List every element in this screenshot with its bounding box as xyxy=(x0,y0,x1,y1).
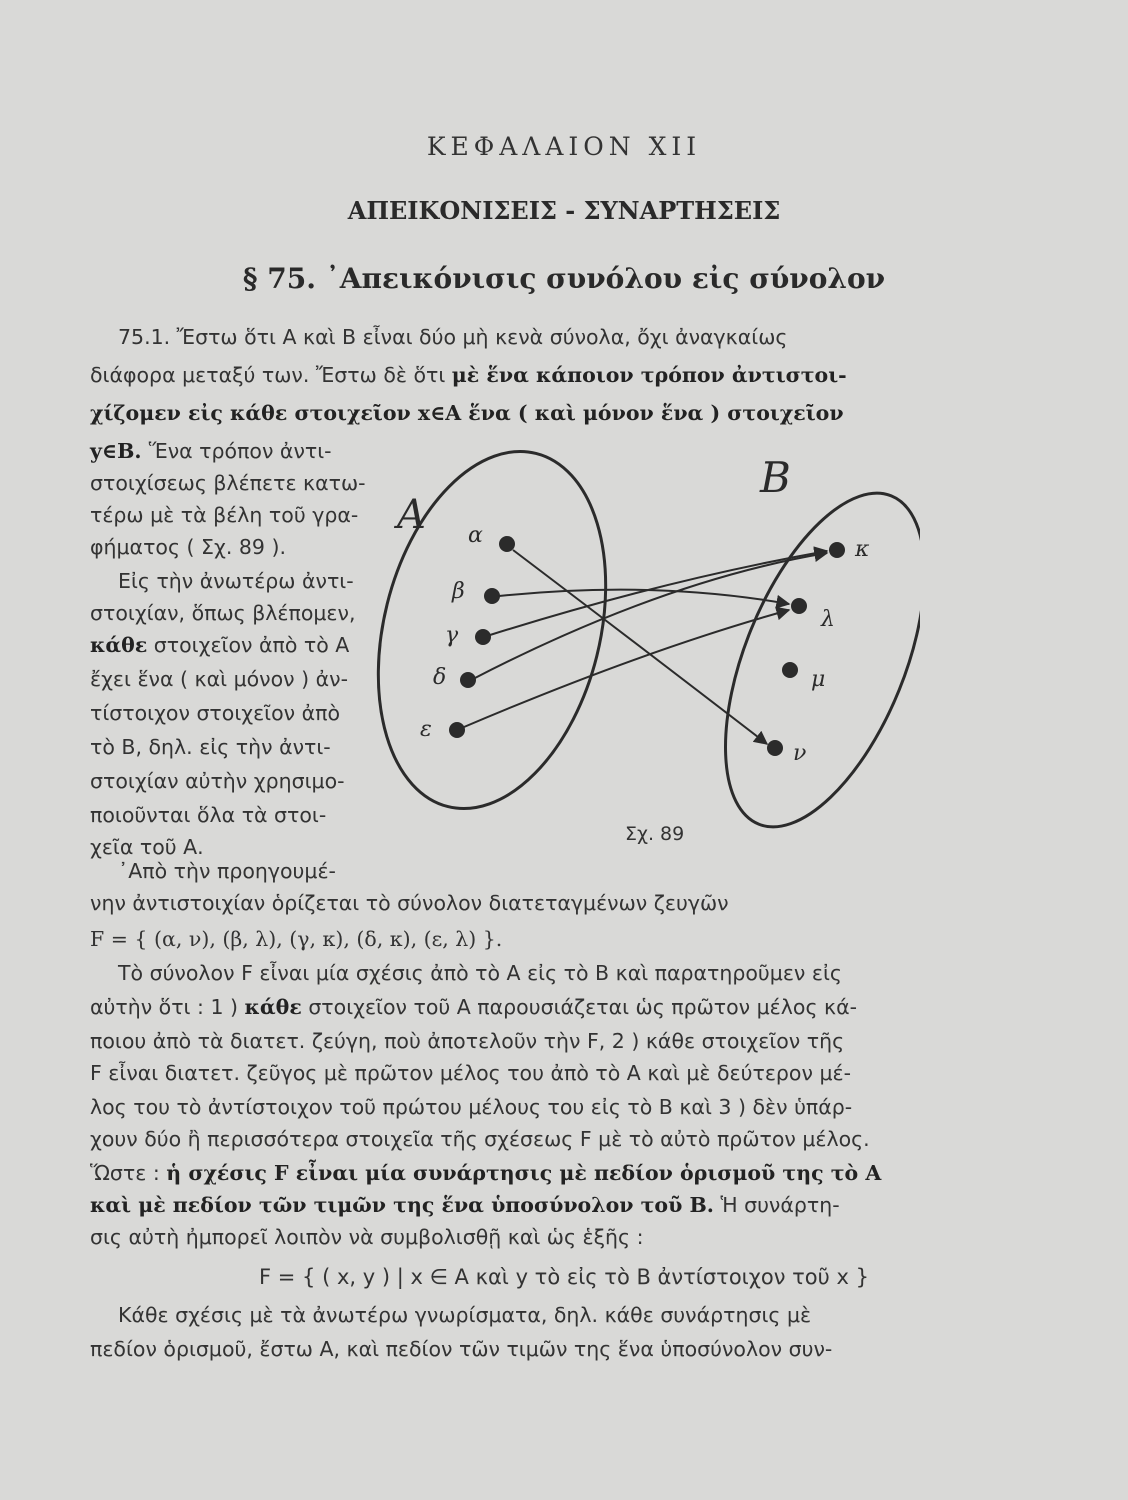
text-line: τέρω μὲ τὰ βέλη τοῦ γρα- xyxy=(90,503,359,527)
label-nu: ν xyxy=(793,741,807,766)
text-line: φήματος ( Σχ. 89 ). xyxy=(90,535,286,559)
text-line: στοιχίσεως βλέπετε κατω- xyxy=(90,471,366,495)
text-span: αὐτὴν ὅτι : 1 ) xyxy=(90,995,245,1019)
emphasis-text: y∈B. xyxy=(90,439,149,463)
text-line: F εἶναι διατετ. ζεῦγος μὲ πρῶτον μέλος του ἀπὸ τὸ Α καὶ μὲ δεύτερον μέ- xyxy=(90,1061,851,1085)
point-lambda xyxy=(791,598,807,614)
emphasis-line: χίζομεν εἰς κάθε στοιχεῖον x∈A ἕνα ( καὶ μόνον ἕνα ) στοιχεῖον xyxy=(90,401,844,425)
text-span: στοιχεῖον ἀπὸ τὸ Α xyxy=(147,633,350,657)
point-gamma xyxy=(475,629,491,645)
set-b-label: B xyxy=(760,453,791,502)
text-line xyxy=(90,360,960,390)
chapter-title: ΑΠΕΙΚΟΝΙΣΕΙΣ - ΣΥΝΑΡΤΗΣΕΙΣ xyxy=(347,196,781,225)
emphasis-text: κάθε xyxy=(90,633,148,657)
point-epsilon xyxy=(449,722,465,738)
chapter-heading: ΚΕΦΑΛΑΙΟΝ XII xyxy=(426,132,702,161)
label-mu: μ xyxy=(811,667,826,692)
text-line: ποιοῦνται ὅλα τὰ στοι- xyxy=(90,803,327,827)
point-kappa xyxy=(829,542,845,558)
figure-caption: Σχ. 89 xyxy=(625,823,685,845)
text-line: ποιου ἀπὸ τὰ διατετ. ζεύγη, ποὺ ἀποτελοῦν τὴν F, 2 ) κάθε στοιχεῖον τῆς xyxy=(90,1029,845,1053)
text-line: Τὸ σύνολον F εἶναι μία σχέσις ἀπὸ τὸ Α εἰς τὸ Β καὶ παρατηροῦμεν εἰς xyxy=(118,961,842,985)
text-line: χεῖα τοῦ Α. xyxy=(90,835,204,859)
label-alpha: α xyxy=(468,523,483,548)
label-epsilon: ε xyxy=(420,717,432,742)
text-line: χουν δύο ἢ περισσότερα στοιχεῖα τῆς σχέσεως F μὲ τὸ αὐτὸ πρῶτον μέλος. xyxy=(90,1127,870,1151)
emphasis-text: ἡ σχέσις F εἶναι μία συνάρτησις μὲ πεδίον ὁρισμοῦ της τὸ Α xyxy=(166,1161,882,1185)
point-delta xyxy=(460,672,476,688)
set-a-label: A xyxy=(397,492,426,538)
text-line xyxy=(90,992,960,1022)
text-line xyxy=(90,1190,960,1220)
text-line: Κάθε σχέσις μὲ τὰ ἀνωτέρω γνωρίσματα, δηλ. κάθε συνάρτησις μὲ xyxy=(118,1303,812,1327)
text-line: Εἰς τὴν ἀνωτέρω ἀντι- xyxy=(118,569,354,593)
text-line: πεδίον ὁρισμοῦ, ἔστω Α, καὶ πεδίον τῶν τιμῶν της ἕνα ὑποσύνολον συν- xyxy=(90,1337,833,1361)
point-beta xyxy=(484,588,500,604)
emphasis-text: μὲ ἕνα κάποιον τρόπον ἀντιστοι- xyxy=(451,363,847,387)
section-heading: § 75. ᾿Απεικόνισις συνόλου εἰς σύνολον xyxy=(242,262,886,295)
text-line: νην ἀντιστοιχίαν ὁρίζεται τὸ σύνολον διατεταγμένων ζευγῶν xyxy=(90,891,729,915)
text-line: τὸ Β, δηλ. εἰς τὴν ἀντι- xyxy=(90,735,331,759)
set-b-ellipse xyxy=(685,466,920,830)
emphasis-text: κάθε xyxy=(244,995,302,1019)
point-nu xyxy=(767,740,783,756)
text-line: τίστοιχον στοιχεῖον ἀπὸ xyxy=(90,701,341,725)
formula-line: F = { ( x, y ) | x ∈ A καὶ y τὸ εἰς τὸ Β ἀντίστοιχον τοῦ x } xyxy=(259,1265,869,1289)
label-kappa: κ xyxy=(855,537,870,562)
arrow-delta-kappa xyxy=(475,553,827,678)
text-span: διάφορα μεταξύ των. Ἔστω δὲ ὅτι xyxy=(90,363,452,387)
text-span: Ἡ συνάρτη- xyxy=(713,1193,840,1217)
emphasis-text: καὶ μὲ πεδίον τῶν τιμῶν της ἕνα ὑποσύνολον τοῦ Β. xyxy=(90,1193,714,1217)
label-lambda: λ xyxy=(821,607,835,632)
arrow-alpha-nu xyxy=(513,550,767,744)
label-beta: β xyxy=(452,579,465,604)
point-alpha xyxy=(499,536,515,552)
point-mu xyxy=(782,662,798,678)
text-span: Ἕνα τρόπον ἀντι- xyxy=(148,439,332,463)
text-span: Ὥστε : xyxy=(90,1161,167,1185)
text-line: 75.1. Ἔστω ὅτι Α καὶ Β εἶναι δύο μὴ κενὰ σύνολα, ὄχι ἀναγκαίως xyxy=(118,325,788,349)
label-gamma: γ xyxy=(445,623,459,648)
text-line xyxy=(90,1158,960,1188)
label-delta: δ xyxy=(433,665,447,690)
text-line: σις αὐτὴ ἠμπορεῖ λοιπὸν νὰ συμβολισθῇ καὶ ὡς ἑξῆς : xyxy=(90,1225,644,1249)
text-line: ᾿Απὸ τὴν προηγουμέ- xyxy=(118,859,336,883)
text-line: λος του τὸ ἀντίστοιχον τοῦ πρώτου μέλους του εἰς τὸ Β καὶ 3 ) δὲν ὑπάρ- xyxy=(90,1095,853,1119)
text-span: στοιχεῖον τοῦ Α παρουσιάζεται ὡς πρῶτον μέλος κά- xyxy=(301,995,857,1019)
text-line: ἔχει ἕνα ( καὶ μόνον ) ἀν- xyxy=(90,667,349,691)
formula-line: F = { (α, ν), (β, λ), (γ, κ), (δ, κ), (ε, λ) }. xyxy=(90,927,503,951)
mapping-diagram xyxy=(375,430,920,830)
text-line: στοιχίαν αὐτὴν χρησιμο- xyxy=(90,769,345,793)
text-line: στοιχίαν, ὅπως βλέπομεν, xyxy=(90,601,356,625)
